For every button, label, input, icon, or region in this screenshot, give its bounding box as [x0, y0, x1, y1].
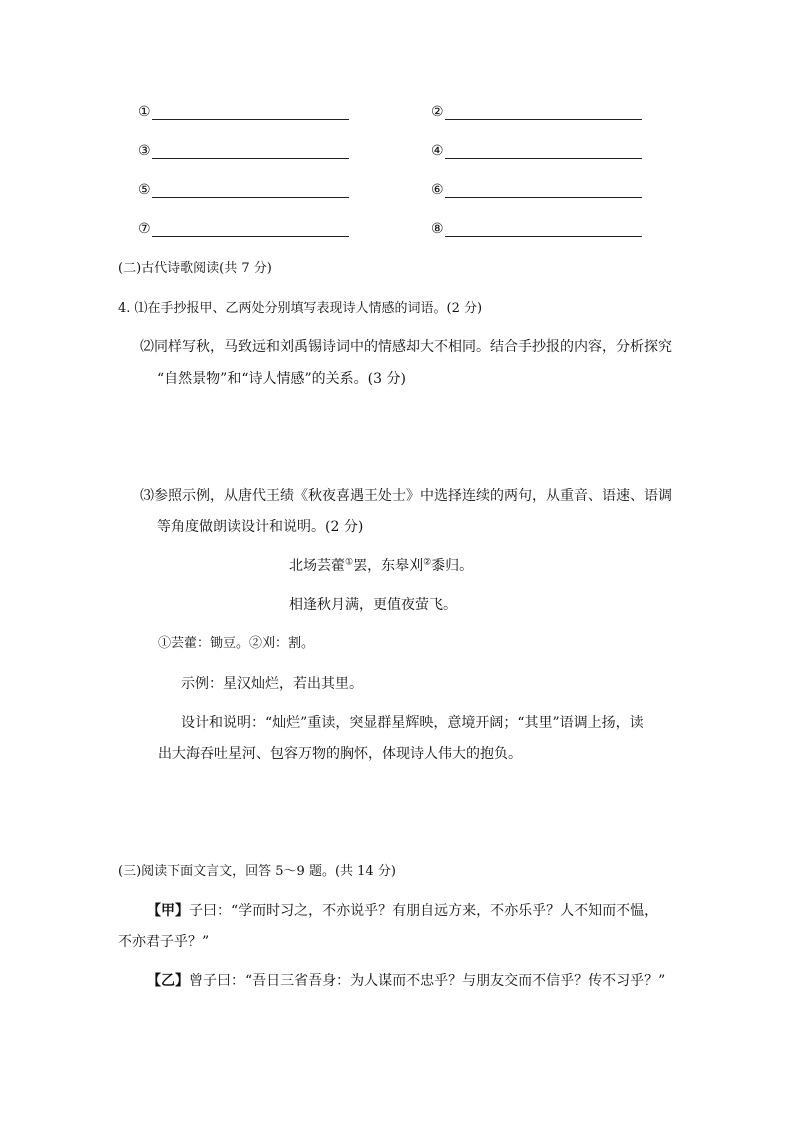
blank-number: ③ — [138, 143, 151, 159]
poem-text: 黍归。 — [431, 558, 474, 574]
blank-underline — [445, 119, 642, 120]
blank-number: ④ — [431, 143, 444, 159]
example-text: 示例：星汉灿烂，若出其里。 — [181, 676, 363, 692]
passage-tag: 【甲】 — [147, 903, 189, 919]
blank-2[interactable] — [431, 102, 643, 122]
blank-underline — [445, 197, 642, 198]
passage-yi-line1 — [147, 971, 665, 991]
blank-3[interactable] — [138, 141, 350, 161]
question-4-2-line1: ⑵同样写秋，马致远和刘禹锡诗词中的情感却大不相同。结合手抄报的内容，分析探究 — [140, 339, 672, 355]
passage-jia-line2: 不亦君子乎？” — [118, 934, 210, 950]
blank-6[interactable] — [431, 180, 643, 200]
blank-7[interactable] — [138, 219, 350, 239]
poem-text: 北场芸藿 — [289, 558, 345, 574]
blank-number: ⑧ — [431, 221, 444, 237]
passage-jia-line1 — [147, 901, 658, 921]
poem-line-1 — [289, 556, 473, 576]
question-4-3-line1: ⑶参照示例，从唐代王绩《秋夜喜遇王处士》中选择连续的两句，从重音、语速、语调 — [140, 488, 672, 504]
poem-line-2: 相逢秋月满，更值夜萤飞。 — [289, 597, 457, 613]
poem-text: 罢，东皋刈 — [353, 558, 424, 574]
design-line-2: 出大海吞吐星河、包容万物的胸怀，体现诗人伟大的抱负。 — [158, 746, 522, 762]
section2-heading: (二)古代诗歌阅读(共 7 分) — [118, 261, 272, 276]
question-4-1: 4. ⑴在手抄报甲、乙两处分别填写表现诗人情感的词语。(2 分) — [118, 301, 483, 316]
blank-number: ② — [431, 104, 444, 120]
footnote-marker: ② — [423, 557, 432, 568]
passage-text: 曾子曰：“吾日三省吾身：为人谋而不忠乎？与朋友交而不信乎？传不习乎？” — [189, 973, 666, 989]
blank-underline — [152, 236, 349, 237]
question-4-2-line2: “自然景物”和“诗人情感”的关系。(3 分) — [157, 371, 406, 387]
footnote: ①芸藿：锄豆。②刈：割。 — [158, 636, 315, 651]
footnote-marker: ① — [345, 557, 354, 568]
blank-1[interactable] — [138, 102, 350, 122]
blank-underline — [445, 158, 642, 159]
blank-underline — [445, 236, 642, 237]
blank-underline — [152, 197, 349, 198]
blank-4[interactable] — [431, 141, 643, 161]
blank-underline — [152, 158, 349, 159]
blank-number: ⑥ — [431, 182, 444, 198]
blank-5[interactable] — [138, 180, 350, 200]
blank-number: ⑤ — [138, 182, 151, 198]
section3-heading: (三)阅读下面文言文，回答 5～9 题。(共 14 分) — [118, 864, 396, 879]
blank-8[interactable] — [431, 219, 643, 239]
blank-number: ① — [138, 104, 151, 120]
design-line-1: 设计和说明：“灿烂”重读，突显群星辉映，意境开阔；“其里”语调上扬，读 — [181, 715, 644, 731]
blank-number: ⑦ — [138, 221, 151, 237]
blank-underline — [152, 119, 349, 120]
passage-text: 子曰：“学而时习之，不亦说乎？有朋自远方来，不亦乐乎？人不知而不愠， — [189, 903, 659, 919]
passage-tag: 【乙】 — [147, 973, 189, 989]
question-4-3-line2: 等角度做朗读设计和说明。(2 分) — [157, 519, 364, 535]
